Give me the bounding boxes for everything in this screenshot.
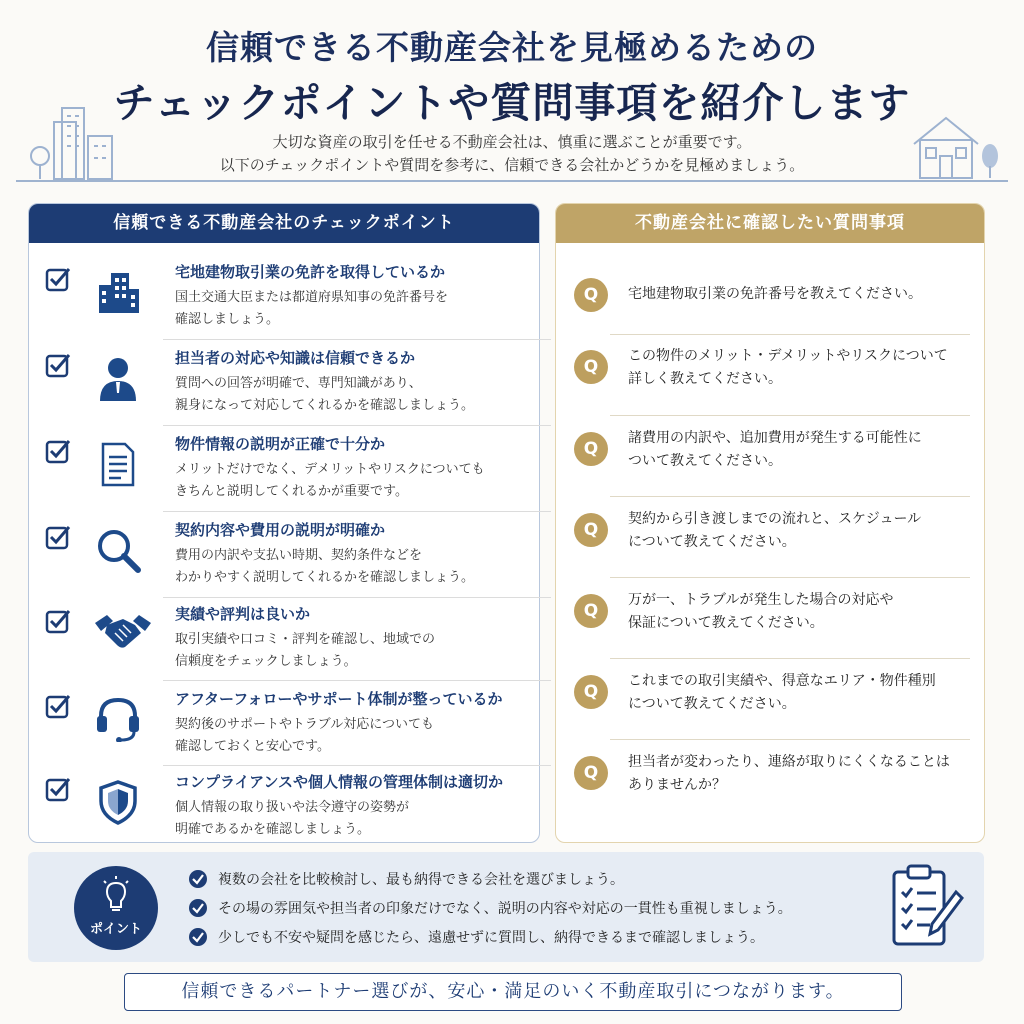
house-icon	[910, 114, 1000, 180]
intro-line2: 以下のチェックポイントや質問を参考に、信頼できる会社かどうかを見極めましょう。	[219, 156, 805, 174]
checkpoint-title: 担当者の対応や知識は信頼できるか	[175, 349, 416, 367]
checkbox-icon	[45, 776, 71, 802]
divider	[163, 511, 551, 512]
desc-line1: 費用の内訳や支払い時期、契約条件などを	[175, 548, 423, 563]
checkpoint-desc	[175, 459, 485, 503]
divider	[610, 334, 970, 335]
question-text	[628, 345, 948, 391]
divider	[163, 339, 551, 340]
person-icon	[95, 355, 141, 401]
divider	[163, 425, 551, 426]
q-badge: Q	[574, 350, 608, 384]
checkpoint-item	[43, 433, 523, 517]
desc-line1: 個人情報の取り扱いや法令遵守の姿勢が	[175, 800, 410, 815]
checkbox-icon	[45, 352, 71, 378]
headset-icon	[95, 696, 141, 742]
question-text	[628, 670, 936, 716]
q-line2: ついて教えてください。	[628, 453, 782, 469]
checkbox-icon	[45, 438, 71, 464]
title-line1: 信頼できる不動産会社を見極めるための	[206, 28, 818, 67]
desc-line2: 確認しておくと安心です。	[175, 739, 330, 754]
desc-line2: わかりやすく説明してくれるかを確認しましょう。	[175, 570, 475, 585]
q-line1: 担当者が変わったり、連絡が取りにくくなることは	[628, 754, 950, 770]
checkpoint-item	[43, 347, 523, 431]
divider	[163, 680, 551, 681]
desc-line1: メリットだけでなく、デメリットやリスクについても	[175, 462, 485, 477]
point-text: 複数の会社を比較検討し、最も納得できる会社を選びましょう。	[218, 872, 624, 888]
divider	[610, 577, 970, 578]
checkpoint-desc	[175, 629, 435, 673]
divider	[163, 597, 551, 598]
clipboard-checklist-icon	[890, 862, 966, 948]
question-text	[628, 508, 921, 554]
q-badge: Q	[574, 756, 608, 790]
divider	[610, 739, 970, 740]
point-box	[28, 852, 984, 962]
desc-line2: 明確であるかを確認しましょう。	[175, 822, 371, 837]
checkpoint-item	[43, 519, 523, 603]
checkbox-icon	[45, 524, 71, 550]
checkpoints-heading: 信頼できる不動産会社のチェックポイント	[29, 204, 539, 243]
q-line1: これまでの取引実績や、得意なエリア・物件種別	[628, 673, 936, 689]
desc-line1: 国土交通大臣または都道府県知事の免許番号を	[175, 290, 449, 305]
q-line2: 保証について教えてください。	[628, 615, 824, 631]
checkpoint-title: アフターフォローやサポート体制が整っているか	[175, 690, 503, 708]
magnifier-icon	[95, 527, 141, 573]
divider	[163, 765, 551, 766]
point-text: その場の雰囲気や担当者の印象だけでなく、説明の内容や対応の一貫性も重視しましょう。	[218, 901, 792, 917]
checkpoint-item	[43, 261, 523, 345]
question-text	[628, 589, 893, 635]
desc-line2: 確認しましょう。	[175, 312, 280, 327]
header-divider	[16, 180, 1008, 182]
city-buildings-icon	[28, 104, 138, 180]
checkpoint-desc	[175, 373, 474, 417]
lightbulb-icon	[101, 875, 131, 915]
handshake-icon	[95, 611, 151, 657]
checkpoint-title: 物件情報の説明が正確で十分か	[175, 435, 386, 453]
divider	[610, 658, 970, 659]
shield-icon	[95, 779, 141, 825]
q-line1: 諸費用の内訳や、追加費用が発生する可能性に	[628, 430, 922, 446]
checkbox-icon	[45, 608, 71, 634]
intro-text	[0, 131, 1024, 177]
q-badge: Q	[574, 675, 608, 709]
checkpoint-title: 契約内容や費用の説明が明確か	[175, 521, 386, 539]
q-line1: 宅地建物取引業の免許番号を教えてください。	[628, 286, 922, 302]
desc-line2: 親身になって対応してくれるかを確認しましょう。	[175, 398, 475, 413]
desc-line1: 質問への回答が明確で、専門知識があり、	[175, 376, 422, 391]
checkpoint-title: 実績や評判は良いか	[175, 605, 311, 623]
intro-line1: 大切な資産の取引を任せる不動産会社は、慎重に選ぶことが重要です。	[272, 133, 752, 151]
check-circle-icon	[188, 898, 208, 918]
footer-message: 信頼できるパートナー選びが、安心・満足のいく不動産取引につながります。	[124, 973, 902, 1011]
point-text: 少しでも不安や疑問を感じたら、遠慮せずに質問し、納得できるまで確認しましょう。	[218, 930, 764, 946]
q-line1: 万が一、トラブルが発生した場合の対応や	[628, 592, 894, 608]
checkpoint-desc	[175, 287, 448, 331]
checkpoint-item	[43, 771, 523, 855]
checkpoint-item	[43, 603, 523, 687]
checkpoint-desc	[175, 545, 474, 589]
checkpoint-title: 宅地建物取引業の免許を取得しているか	[175, 263, 446, 281]
checkbox-icon	[45, 693, 71, 719]
questions-panel	[555, 203, 985, 843]
document-icon	[95, 441, 141, 487]
questions-heading: 不動産会社に確認したい質問事項	[556, 204, 984, 243]
q-badge: Q	[574, 513, 608, 547]
divider	[610, 496, 970, 497]
checkpoint-desc	[175, 714, 434, 758]
question-text	[628, 427, 922, 473]
checkpoint-desc	[175, 797, 409, 841]
q-badge: Q	[574, 278, 608, 312]
check-circle-icon	[188, 927, 208, 947]
desc-line1: 取引実績や口コミ・評判を確認し、地域での	[175, 632, 436, 647]
divider	[610, 415, 970, 416]
checkpoint-item	[43, 688, 523, 772]
q-badge: Q	[574, 432, 608, 466]
q-line2: 詳しく教えてください。	[628, 371, 782, 387]
question-text	[628, 751, 950, 797]
point-label: ポイント	[89, 922, 142, 937]
q-line1: この物件のメリット・デメリットやリスクについて	[628, 348, 948, 364]
q-line2: について教えてください。	[628, 534, 796, 550]
checkbox-icon	[45, 266, 71, 292]
title-line2: チェックポイントや質問事項を紹介します	[113, 79, 911, 127]
q-line1: 契約から引き渡しまでの流れと、スケジュール	[628, 511, 922, 527]
point-badge	[74, 866, 158, 950]
q-line2: について教えてください。	[628, 696, 796, 712]
checkpoints-panel	[28, 203, 540, 843]
q-line2: ありませんか？	[628, 777, 726, 793]
check-circle-icon	[188, 869, 208, 889]
checkpoint-title: コンプライアンスや個人情報の管理体制は適切か	[175, 773, 504, 791]
question-text	[628, 283, 922, 306]
desc-line2: きちんと説明してくれるかが重要です。	[175, 484, 408, 499]
desc-line1: 契約後のサポートやトラブル対応についても	[175, 717, 434, 732]
q-badge: Q	[574, 594, 608, 628]
desc-line2: 信頼度をチェックしましょう。	[175, 654, 357, 669]
building-icon	[95, 269, 141, 315]
